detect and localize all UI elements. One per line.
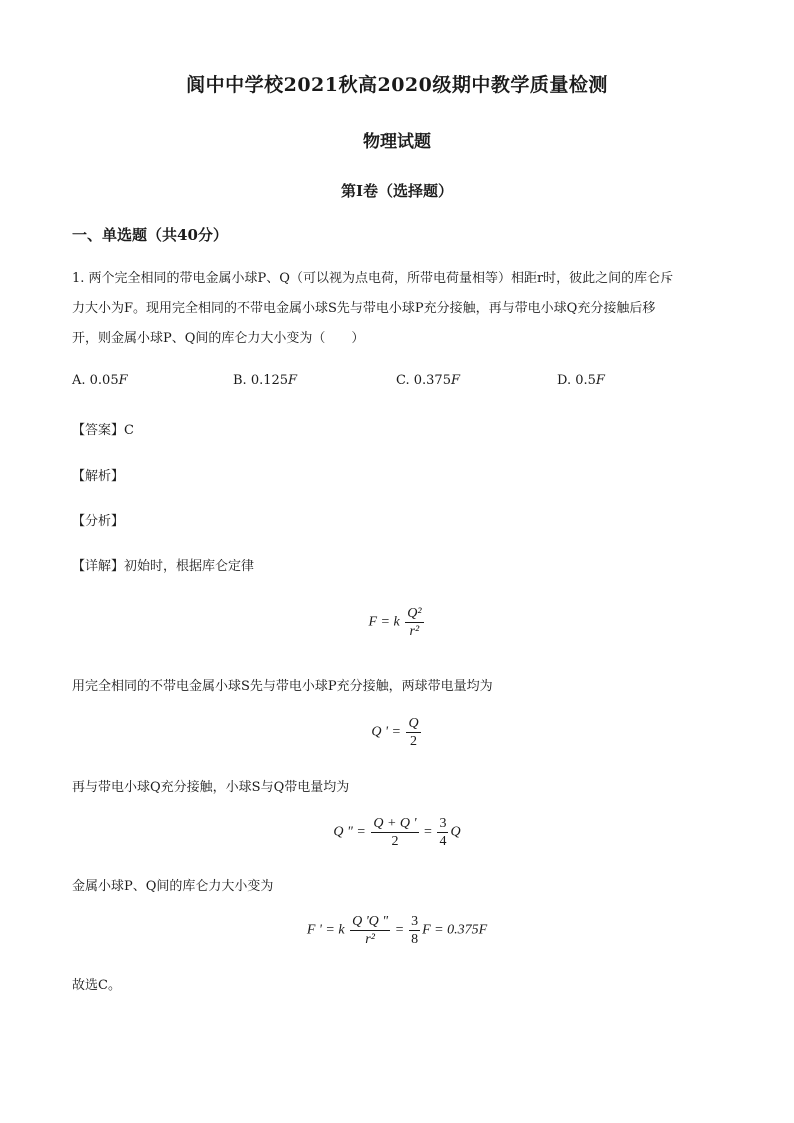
option-a: A. 0.05F: [72, 373, 128, 388]
conclusion-text: 故选C。: [72, 978, 121, 993]
answer-tag: 【答案】: [72, 423, 125, 438]
main-title: 阆中中学校2021秋高2020级期中教学质量检测: [186, 74, 608, 96]
option-d: D. 0.5F: [557, 373, 605, 388]
question-line-2: 力大小为F。现用完全相同的不带电金属小球S先与带电小球P充分接触，再与带电小球Q充分接触后移: [72, 301, 656, 316]
answer-value: C: [124, 423, 134, 438]
sub-title: 物理试题: [363, 132, 431, 152]
question-line-1: 1. 两个完全相同的带电金属小球P、Q（可以视为点电荷，所带电荷量相等）相距r时，彼此之间的库仑斥: [72, 271, 674, 286]
detail-intro: 初始时，根据库仑定律: [124, 559, 255, 574]
section-title: 一、单选题（共40分）: [72, 226, 228, 244]
detail-line: [72, 555, 254, 574]
step-2-text: 再与带电小球Q充分接触，小球S与Q带电量均为: [72, 780, 350, 795]
question-text: [72, 264, 732, 354]
volume-title: 第Ⅰ卷（选择题）: [340, 182, 454, 200]
formula-q-double-prime: Q " = $\frac{Q + Q '}{2}$ = $\frac{3}{4}$ Q: [333, 816, 461, 849]
fenxi-tag: 【分析】: [72, 514, 125, 529]
formula-coulomb: F = k $\frac{\text{Q²}}{\text{r²}}$: [368, 606, 422, 639]
formula-q-prime: Q ' = $\frac{Q}{2}$: [371, 716, 419, 749]
option-c: C. 0.375F: [396, 373, 460, 388]
option-b: B. 0.125F: [233, 373, 298, 388]
question-line-3: 开，则金属小球P、Q间的库仑力大小变为（ ）: [72, 331, 365, 346]
step-3-text: 金属小球P、Q间的库仑力大小变为: [72, 879, 274, 894]
step-1-text: 用完全相同的不带电金属小球S先与带电小球P充分接触，两球带电量均为: [72, 679, 493, 694]
analysis-tag: 【解析】: [72, 469, 125, 484]
answer-line: [72, 419, 134, 438]
formula-final-force: F ' = k $\frac{Q 'Q "}{\text{r²}}$ = $\frac{3}{8}$ F = 0.375F: [306, 914, 488, 947]
detail-tag: 【详解】: [72, 559, 125, 574]
